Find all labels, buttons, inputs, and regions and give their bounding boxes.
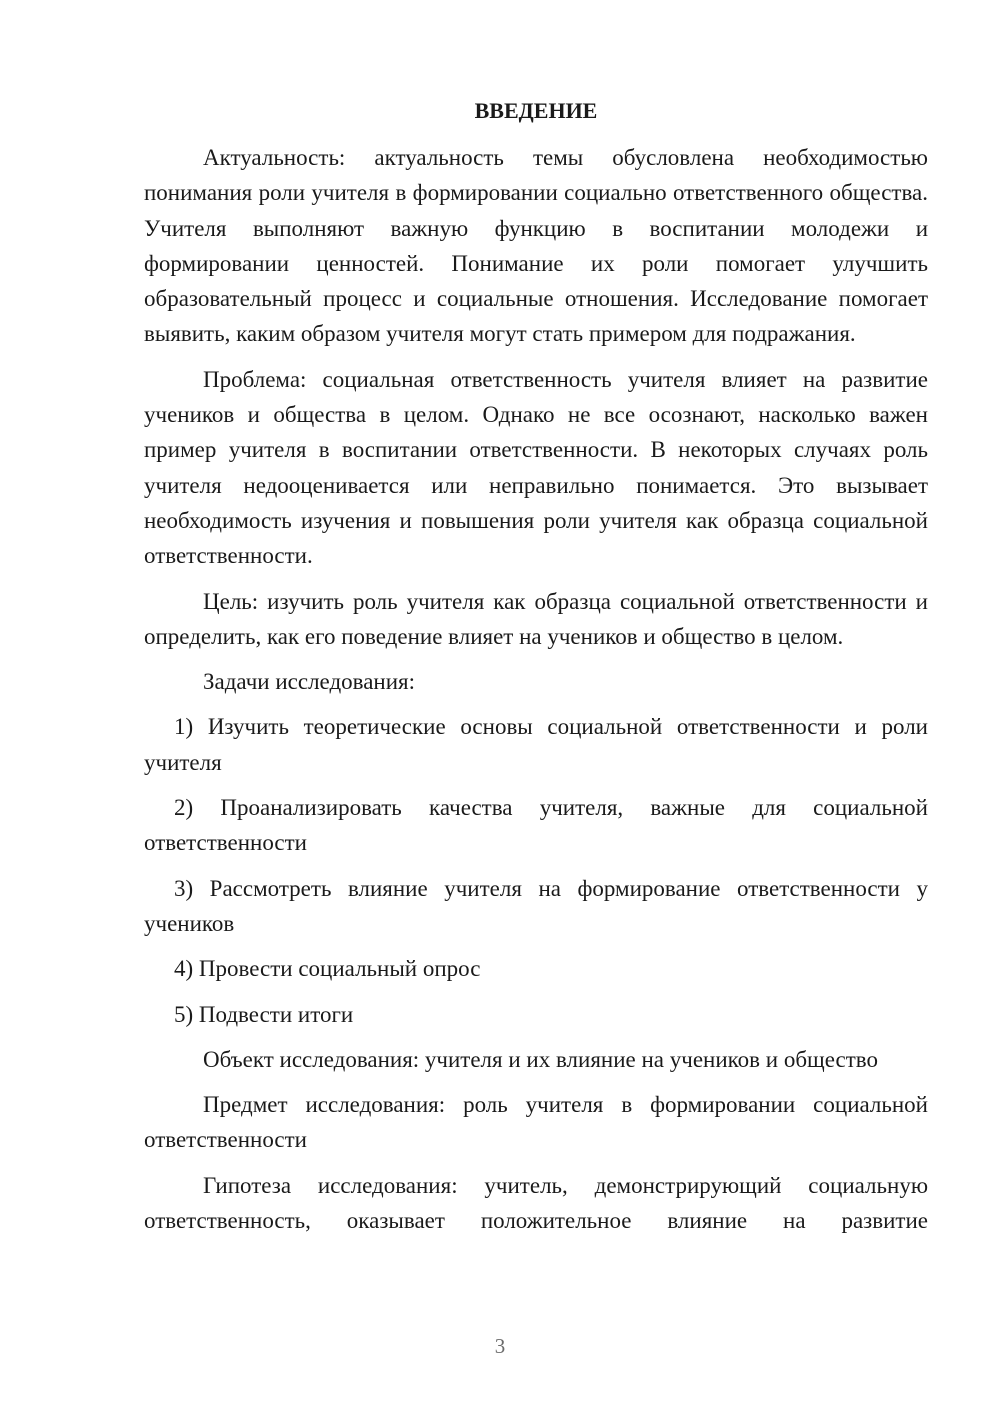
document-page bbox=[144, 94, 928, 1248]
tasks-heading: Задачи исследования: bbox=[203, 669, 416, 695]
task-item: 2) Проанализировать качества учителя, важные для социальной ответственности bbox=[144, 795, 928, 856]
problem-paragraph: Проблема: социальная ответственность учителя влияет на развитие учеников и общества в целом. Однако не все осознают, насколько важен пример учителя в воспитании ответственности. В некоторых случаях роль учителя недооценивается или неправильно понимается. Это вызывает необходимость изучения и повышения роли учителя как образца социальной ответственности. bbox=[144, 366, 928, 569]
hypothesis-paragraph: Гипотеза исследования: учитель, демонстрирующий социальную ответственность, оказывает положительное влияние на развитие bbox=[144, 1172, 928, 1234]
subject-paragraph: Предмет исследования: роль учителя в формировании социальной ответственности bbox=[144, 1092, 928, 1153]
page-number: 3 bbox=[494, 1334, 506, 1358]
goal-paragraph: Цель: изучить роль учителя как образца социальной ответственности и определить, как его поведение влияет на учеников и общество в целом. bbox=[144, 588, 928, 649]
task-item: 1) Изучить теоретические основы социальной ответственности и роли учителя bbox=[144, 714, 928, 775]
section-title: ВВЕДЕНИЕ bbox=[474, 98, 598, 123]
task-item: 5) Подвести итоги bbox=[174, 1001, 354, 1027]
relevance-paragraph: Актуальность: актуальность темы обусловлена необходимостью понимания роли учителя в формировании социально ответственного общества. Учителя выполняют важную функцию в воспитании молодежи и формировании ценностей. Понимание их роли помогает улучшить образовательный процесс и социальные отношения. Исследование помогает выявить, каким образом учителя могут стать примером для подражания. bbox=[144, 145, 928, 347]
task-item: 4) Провести социальный опрос bbox=[174, 956, 481, 982]
object-paragraph: Объект исследования: учителя и их влияние на учеников и общество bbox=[203, 1046, 878, 1072]
task-item: 3) Рассмотреть влияние учителя на формирование ответственности у учеников bbox=[144, 875, 928, 936]
